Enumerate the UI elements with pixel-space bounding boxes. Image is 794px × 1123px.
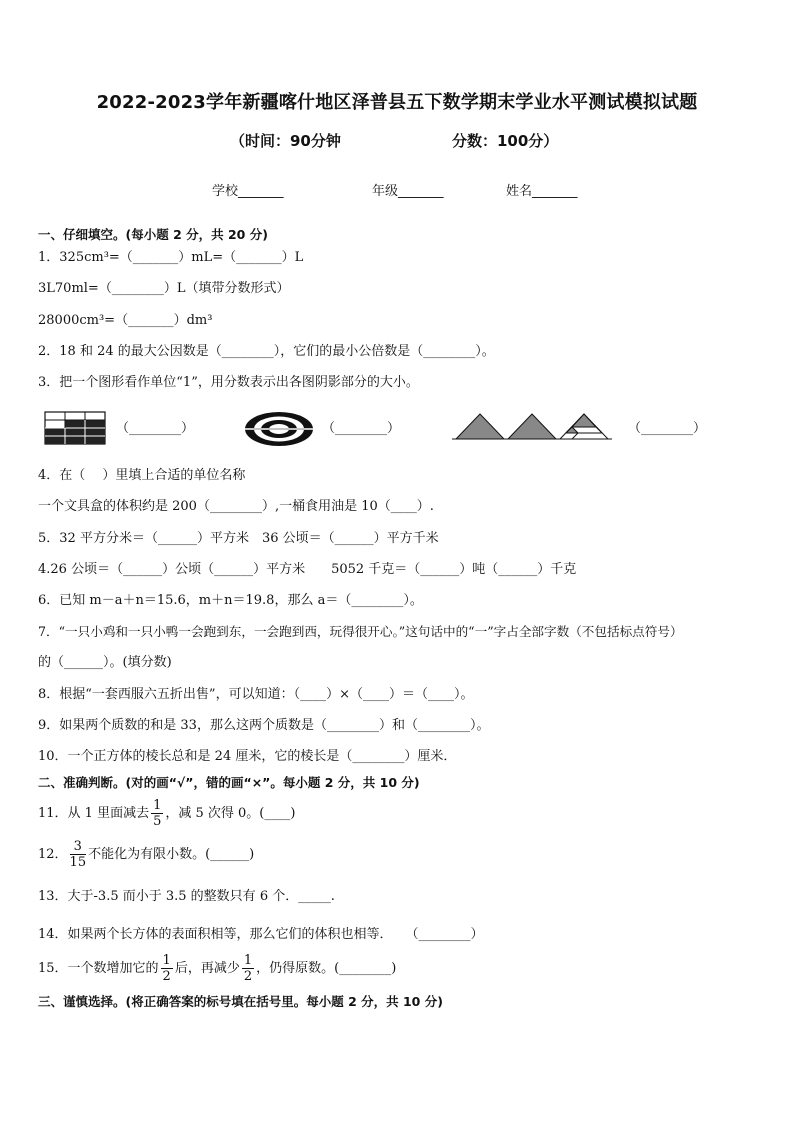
question-1a: 1．325cm³=（_______）mL=（_______）L bbox=[38, 250, 304, 265]
q15-fraction-1 bbox=[161, 953, 173, 984]
triangles-figure bbox=[452, 410, 612, 442]
q3-blank-3[interactable]: （________） bbox=[628, 421, 707, 436]
question-6: 6．已知 m－a＋n＝15.6，m＋n＝19.8，那么 a＝（________）。 bbox=[38, 593, 423, 608]
question-7b: 的（______）。(填分数) bbox=[38, 655, 172, 670]
question-7: 7．“一只小鸡和一只小鸭一会跑到东，一会跑到西，玩得很开心。”这句话中的“一”字占全部字数（不包括标点符号） bbox=[38, 624, 683, 639]
q12-fraction bbox=[70, 839, 87, 870]
q12-denominator: 15 bbox=[69, 855, 87, 870]
question-4: 4．在（ ）里填上合适的单位名称 bbox=[38, 468, 246, 483]
target-figure bbox=[244, 411, 314, 447]
exam-time: （时间：90分钟 bbox=[230, 132, 341, 150]
question-15 bbox=[38, 952, 396, 986]
question-5b: 4.26 公顷＝（______）公顷（______）平方米 5052 千克＝（______）吨（______）千克 bbox=[38, 562, 577, 577]
q12-text-post: 不能化为有限小数。(______) bbox=[88, 847, 255, 862]
exam-score: 分数：100分） bbox=[452, 132, 559, 150]
q15-denominator-1: 2 bbox=[162, 969, 171, 984]
grade-field: 年级_______ bbox=[372, 184, 444, 199]
q11-denominator: 5 bbox=[153, 814, 162, 829]
q12-text-pre: 12． bbox=[38, 847, 68, 862]
q15-numerator-1: 1 bbox=[162, 953, 171, 968]
question-1c: 28000cm³=（_______）dm³ bbox=[38, 313, 213, 328]
question-12 bbox=[38, 838, 254, 872]
grid-figure bbox=[44, 411, 106, 445]
q11-text-pre: 11．从 1 里面减去 bbox=[38, 806, 150, 821]
page-title: 2022-2023学年新疆喀什地区泽普县五下数学期末学业水平测试模拟试题 bbox=[96, 92, 698, 113]
name-field: 姓名_______ bbox=[506, 184, 578, 199]
question-10: 10．一个正方体的棱长总和是 24 厘米，它的棱长是（________）厘米． bbox=[38, 749, 457, 764]
section-3-heading: 三、谨慎选择。(将正确答案的标号填在括号里。每小题 2 分，共 10 分) bbox=[38, 994, 443, 1009]
q15-text-mid: 后，再减少 bbox=[174, 961, 240, 976]
q11-fraction bbox=[151, 798, 163, 829]
question-14: 14．如果两个长方体的表面积相等，那么它们的体积也相等． （________） bbox=[38, 927, 484, 942]
question-5: 5．32 平方分米＝（______）平方米 36 公顷＝（______）平方千米 bbox=[38, 531, 439, 546]
section-2-heading: 二、准确判断。(对的画“√”，错的画“×”。每小题 2 分，共 10 分) bbox=[38, 775, 420, 790]
section-1-heading: 一、仔细填空。(每小题 2 分，共 20 分) bbox=[38, 227, 268, 242]
q3-blank-1[interactable]: （________） bbox=[116, 421, 195, 436]
q12-numerator: 3 bbox=[70, 839, 87, 855]
question-1b: 3L70ml=（________）L（填带分数形式） bbox=[38, 281, 290, 296]
q15-text-post: ，仍得原数。(________) bbox=[256, 961, 397, 976]
question-3: 3．把一个图形看作单位“1”，用分数表示出各图阴影部分的大小。 bbox=[38, 375, 419, 390]
q15-denominator-2: 2 bbox=[243, 969, 253, 984]
question-13: 13．大于-3.5 而小于 3.5 的整数只有 6 个．_____. bbox=[38, 889, 335, 904]
q11-numerator: 1 bbox=[153, 798, 162, 813]
q15-numerator-2: 1 bbox=[243, 953, 253, 968]
question-9: 9．如果两个质数的和是 33，那么这两个质数是（________）和（________）。 bbox=[38, 718, 490, 733]
q11-text-post: ，减 5 次得 0。(____) bbox=[165, 806, 296, 821]
school-field: 学校_______ bbox=[212, 184, 284, 199]
question-2: 2．18 和 24 的最大公因数是（________），它们的最小公倍数是（________）。 bbox=[38, 344, 495, 359]
q15-text-pre: 15．一个数增加它的 bbox=[38, 961, 159, 976]
question-4b: 一个文具盒的体积约是 200（________）,一桶食用油是 10（____）. bbox=[38, 499, 434, 514]
question-11 bbox=[38, 797, 295, 831]
q15-fraction-2 bbox=[242, 953, 254, 984]
question-8: 8．根据“一套西服六五折出售”，可以知道：（____）×（____）＝（____）。 bbox=[38, 687, 474, 702]
q3-blank-2[interactable]: （________） bbox=[322, 421, 401, 436]
